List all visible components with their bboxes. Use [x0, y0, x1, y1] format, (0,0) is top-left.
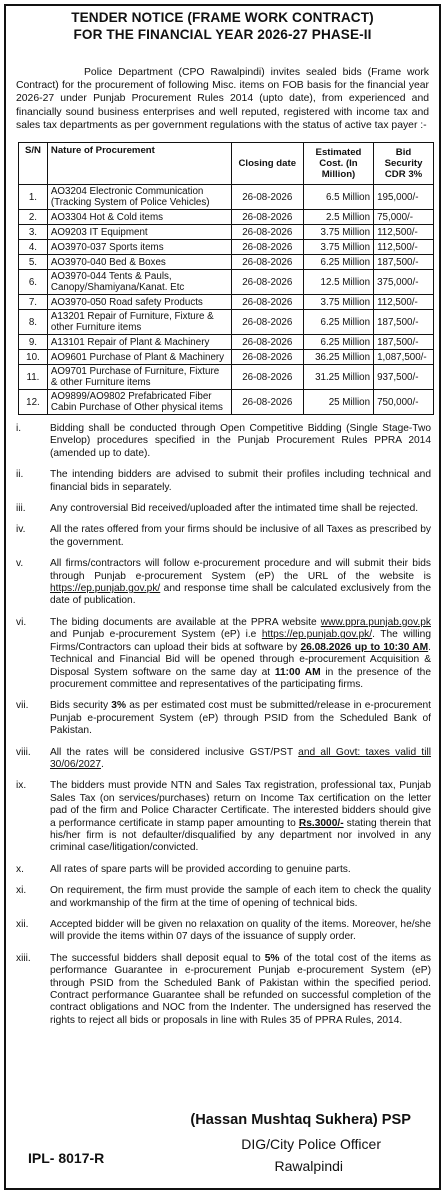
table-row [19, 255, 434, 270]
table-row [19, 185, 434, 210]
clause-text-part: stating therein that his/her firm is not defaulter/disqualified by any department nor involved in any criminal case/litigation/convicted. [50, 817, 431, 854]
clause-number: viii. [16, 746, 31, 758]
clause-text-part: The successful bidders shall deposit equal to [50, 952, 265, 964]
row-cost: 6.25 Million [303, 255, 373, 270]
stamp-paper-amount: Rs.3000/- [298, 817, 344, 829]
row-procurement: AO3970-050 Road safety Products [47, 295, 231, 310]
row-procurement: AO9601 Purchase of Plant & Machinery [47, 350, 231, 365]
bid-security-percent: 3% [111, 700, 127, 712]
clause-text-part: . The willing Firms/Contractors can upload their bids at software by [50, 629, 431, 653]
row-sn: 3. [19, 225, 48, 240]
table-row [19, 350, 434, 365]
clause-i [14, 423, 431, 460]
clause-number: vii. [16, 700, 29, 712]
clause-number: ii. [16, 469, 24, 481]
clause-text: On requirement, the firm must provide the sample of each item to check the quality and workmanship of the firm at the time of opening of technical bids. [50, 885, 431, 909]
clause-xi [14, 885, 431, 910]
row-bid: 112,500/- [374, 295, 434, 310]
clause-text-part: and Punjab e-procurement System (eP) i.e [50, 629, 262, 641]
row-bid: 187,500/- [374, 335, 434, 350]
row-sn: 7. [19, 295, 48, 310]
tax-validity: and all Govt: taxes valid till 30/06/2027 [50, 746, 432, 770]
row-date: 26-08-2026 [231, 365, 303, 390]
opening-time: 11:00 AM [274, 666, 321, 678]
clause-x [14, 864, 431, 876]
bid-deadline: 26.08.2026 up to 10:30 AM [300, 641, 429, 653]
row-cost: 6.25 Million [303, 335, 373, 350]
guarantee-percent: 5% [264, 952, 280, 964]
row-date: 26-08-2026 [231, 225, 303, 240]
row-cost: 3.75 Million [303, 295, 373, 310]
clause-number: xi. [16, 885, 27, 897]
clause-text [50, 558, 431, 608]
row-date: 26-08-2026 [231, 310, 303, 335]
col-estimated-cost: Estimated Cost. (In Million) [303, 143, 373, 185]
row-bid: 187,500/- [374, 310, 434, 335]
row-date: 26-08-2026 [231, 255, 303, 270]
clause-vi [14, 617, 431, 691]
clause-text-part: . [101, 758, 104, 770]
row-sn: 6. [19, 270, 48, 295]
clause-text-part: The bidders must provide NTN and Sales Tax registration, professional tax, Punjab Sales Tax (on services/purchases) return on Income Tax certification on the letter pad of the firm and Police Character Certificate. The interested bidders should give a performance certificate in stamp paper amounting to [50, 780, 431, 829]
clause-ix [14, 780, 431, 854]
clause-text-part: in the presence of the procurement committee and representatives of the participating firms. [50, 666, 432, 690]
table-row [19, 390, 434, 415]
table-row [19, 270, 434, 295]
clause-text: Bidding shall be conducted through Open Competitive Bidding (Single Stage-Two Envelop) procedures specified in the Punjab Procurement Rules PPRA 2014 (amended up to date). [50, 423, 431, 459]
clause-number: v. [16, 558, 24, 570]
clause-number: iii. [16, 503, 26, 515]
clause-text-part: as per estimated cost must be submitted/release in e-procurement Punjab e-procurement System (eP) through PSID from the Scheduled Bank of Pakistan. [50, 700, 432, 737]
row-procurement: A13101 Repair of Plant & Machinery [47, 335, 231, 350]
col-procurement: Nature of Procurement [47, 143, 231, 185]
clause-text: All the rates offered from your firms should be inclusive of all Taxes as prescribed by the government. [50, 524, 431, 548]
row-cost: 31.25 Million [303, 365, 373, 390]
row-cost: 3.75 Million [303, 225, 373, 240]
row-date: 26-08-2026 [231, 335, 303, 350]
row-sn: 12. [19, 390, 48, 415]
col-bid-security: Bid Security CDR 3% [374, 143, 434, 185]
table-row [19, 210, 434, 225]
clause-text: All rates of spare parts will be provided according to genuine parts. [50, 863, 351, 875]
row-cost: 6.25 Million [303, 310, 373, 335]
signer-city: Rawalpindi [274, 1158, 343, 1174]
clause-ii [14, 469, 431, 494]
row-date: 26-08-2026 [231, 350, 303, 365]
col-closing-date: Closing date [231, 143, 303, 185]
title-line-1: TENDER NOTICE (FRAME WORK CONTRACT) [71, 10, 374, 25]
row-bid: 112,500/- [374, 240, 434, 255]
clause-text: The intending bidders are advised to submit their profiles including technical and financial bids in separately. [50, 469, 431, 493]
clause-text-part: . Technical and Financial Bid will be opened through e-procurement Acquisition & Disposal System software on the same day at [50, 641, 431, 678]
row-procurement: AO3304 Hot & Cold items [47, 210, 231, 225]
row-bid: 187,500/- [374, 255, 434, 270]
row-bid: 937,500/- [374, 365, 434, 390]
clause-text-part: All the rates will be considered inclusive GST/PST [50, 746, 299, 758]
clause-number: xiii. [16, 952, 31, 964]
row-sn: 10. [19, 350, 48, 365]
row-procurement: A13201 Repair of Furniture, Fixture & other Furniture items [47, 310, 231, 335]
table-row [19, 310, 434, 335]
clause-iv [14, 524, 431, 549]
row-cost: 25 Million [303, 390, 373, 415]
signature-block [6, 1106, 439, 1188]
terms-list [14, 423, 431, 1027]
row-sn: 2. [19, 210, 48, 225]
row-sn: 5. [19, 255, 48, 270]
clause-text [50, 617, 431, 691]
tender-notice [4, 4, 441, 1190]
row-date: 26-08-2026 [231, 295, 303, 310]
ppra-website-link[interactable]: www.ppra.punjab.gov.pk [320, 616, 431, 628]
clause-number: xii. [16, 919, 29, 931]
row-sn: 4. [19, 240, 48, 255]
eprocurement-link[interactable]: https://ep.punjab.gov.pk/ [261, 629, 373, 641]
clause-v [14, 558, 431, 608]
row-sn: 11. [19, 365, 48, 390]
clause-text-part: The biding documents are available at the PPRA website [50, 616, 321, 628]
row-cost: 6.5 Million [303, 185, 373, 210]
table-row [19, 240, 434, 255]
row-procurement: AO9203 IT Equipment [47, 225, 231, 240]
clause-number: i. [16, 423, 22, 435]
signer-name: (Hassan Mushtaq Sukhera) PSP [190, 1112, 411, 1128]
row-cost: 3.75 Million [303, 240, 373, 255]
row-cost: 12.5 Million [303, 270, 373, 295]
row-sn: 9. [19, 335, 48, 350]
row-procurement: AO3970-040 Bed & Boxes [47, 255, 231, 270]
ipl-number: IPL- 8017-R [28, 1150, 105, 1166]
row-date: 26-08-2026 [231, 270, 303, 295]
row-date: 26-08-2026 [231, 390, 303, 415]
title-line-2: FOR THE FINANCIAL YEAR 2026-27 PHASE-II [73, 27, 372, 42]
clause-text-part: of the total cost of the items as performance Guarantee in e-procurement Punjab e-procurement System (eP) through PSID from the Scheduled Bank of Pakistan within the specified period. Contract performance Guarantee shall be refunded on successful completion of the contract obligations and NOC from the Indenter. The undersigned has reserved the rights to reject all bids or proposals in line with Rules 35 of PPRA Rules, 2014. [50, 952, 431, 1026]
clause-text: Accepted bidder will be given no relaxation on quality of the items. Moreover, he/she will provide the items within 07 days of the issuance of supply order. [50, 919, 431, 943]
row-procurement: AO3970-044 Tents & Pauls, Canopy/Shamiyana/Kanat. Etc [47, 270, 231, 295]
intro-paragraph [16, 66, 429, 132]
clause-text [50, 700, 431, 737]
table-row [19, 295, 434, 310]
intro-text: Police Department (CPO Rawalpindi) invites sealed bids (Frame work Contract) for the procurement of following Misc. items on FOB basis for the financial year 2026-27 under Punjab Procurement Rules 2014 (upto date), from experienced and financially sound business enterprises and well reputed, registered with income tax and sales tax departments as per government regulations with the status of active tax payer :- [16, 67, 429, 131]
clause-xii [14, 919, 431, 944]
row-cost: 2.5 Million [303, 210, 373, 225]
row-procurement: AO3970-037 Sports items [47, 240, 231, 255]
row-bid: 75,000/- [374, 210, 434, 225]
row-cost: 36.25 Million [303, 350, 373, 365]
clause-text [50, 780, 431, 854]
table-row [19, 225, 434, 240]
row-sn: 1. [19, 185, 48, 210]
row-procurement: AO3204 Electronic Communication (Tracking System of Police Vehicles) [47, 185, 231, 210]
table-header-row [19, 143, 434, 185]
clause-text-part: Bids security [50, 700, 112, 712]
row-bid: 195,000/- [374, 185, 434, 210]
row-bid: 112,500/- [374, 225, 434, 240]
row-bid: 1,087,500/- [374, 350, 434, 365]
clause-viii [14, 747, 431, 772]
clause-text-part: and response time shall be calculated exclusively from the date of publication. [50, 583, 431, 607]
row-date: 26-08-2026 [231, 185, 303, 210]
row-procurement: AO9701 Purchase of Furniture, Fixture & other Furniture items [47, 365, 231, 390]
table-row [19, 365, 434, 390]
row-procurement: AO9899/AO9802 Prefabricated Fiber Cabin Purchase of Other physical items [47, 390, 231, 415]
row-date: 26-08-2026 [231, 210, 303, 225]
row-bid: 750,000/- [374, 390, 434, 415]
row-date: 26-08-2026 [231, 240, 303, 255]
row-sn: 8. [19, 310, 48, 335]
clause-text-part: All firms/contractors will follow e-procurement procedure and will submit their bids through Punjab e-procurement System (eP) the URL of the website is [50, 558, 431, 582]
clause-vii [14, 700, 431, 737]
clause-number: ix. [16, 780, 27, 792]
clause-number: vi. [16, 616, 27, 628]
signer-designation: DIG/City Police Officer [241, 1136, 381, 1152]
procurement-table [18, 142, 434, 415]
clause-number: x. [16, 863, 24, 875]
col-sn: S/N [19, 143, 48, 185]
clause-xiii [14, 953, 431, 1027]
clause-text: Any controversial Bid received/uploaded after the intimated time shall be rejected. [50, 503, 419, 515]
row-bid: 375,000/- [374, 270, 434, 295]
notice-title [6, 9, 439, 43]
clause-iii [14, 503, 431, 515]
eprocurement-link[interactable]: https://ep.punjab.gov.pk/ [50, 583, 161, 595]
table-row [19, 335, 434, 350]
clause-text [50, 953, 431, 1027]
clause-text [50, 747, 431, 772]
clause-number: iv. [16, 524, 26, 536]
